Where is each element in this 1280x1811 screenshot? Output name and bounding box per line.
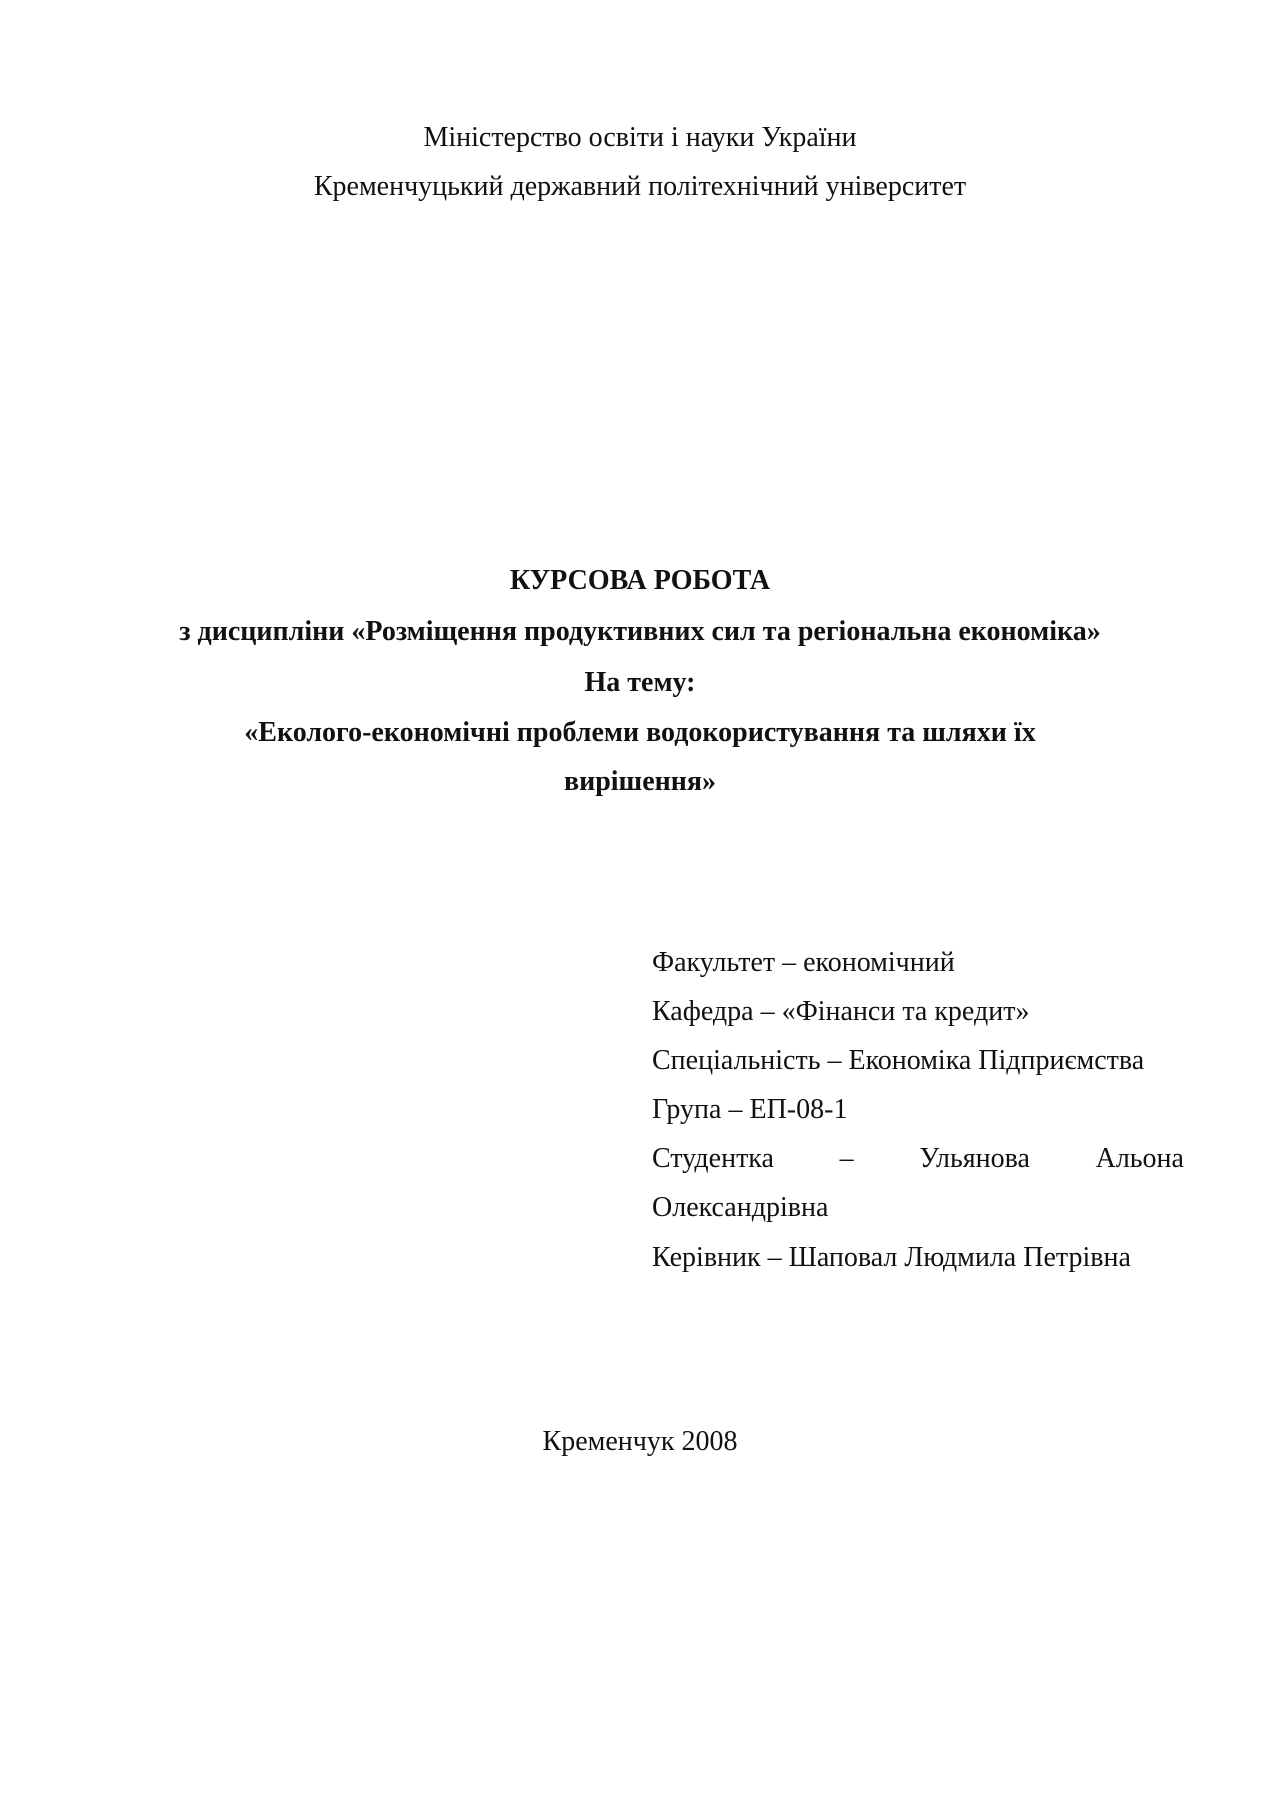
discipline-line: з дисципліни «Розміщення продуктивних сил та регіональна економіка»: [179, 616, 1101, 647]
student-line-continued: Олександрівна: [652, 1192, 829, 1223]
faculty-line: Факультет – економічний: [652, 947, 955, 978]
topic-line-2: вирішення»: [563, 766, 717, 797]
work-type-title: КУРСОВА РОБОТА: [509, 565, 771, 596]
topic-line-1: «Еколого-економічні проблеми водокористування та шляхи їх: [244, 717, 1036, 748]
specialty-line: Спеціальність – Економіка Підприємства: [652, 1045, 1145, 1076]
ministry-line: Міністерство освіти і науки України: [423, 122, 857, 153]
university-line: Кременчуцький державний політехнічний університет: [313, 171, 967, 202]
student-word: –: [839, 1143, 854, 1174]
group-line: Група – ЕП-08-1: [652, 1094, 848, 1125]
student-word: Альона: [1095, 1143, 1184, 1174]
topic-label: На тему:: [584, 667, 696, 698]
student-word: Ульянова: [919, 1143, 1030, 1174]
supervisor-line: Керівник – Шаповал Людмила Петрівна: [652, 1242, 1131, 1273]
student-word: Студентка: [652, 1143, 774, 1174]
department-line: Кафедра – «Фінанси та кредит»: [652, 996, 1030, 1027]
city-year-line: Кременчук 2008: [542, 1426, 738, 1457]
student-line: [652, 1142, 1184, 1176]
